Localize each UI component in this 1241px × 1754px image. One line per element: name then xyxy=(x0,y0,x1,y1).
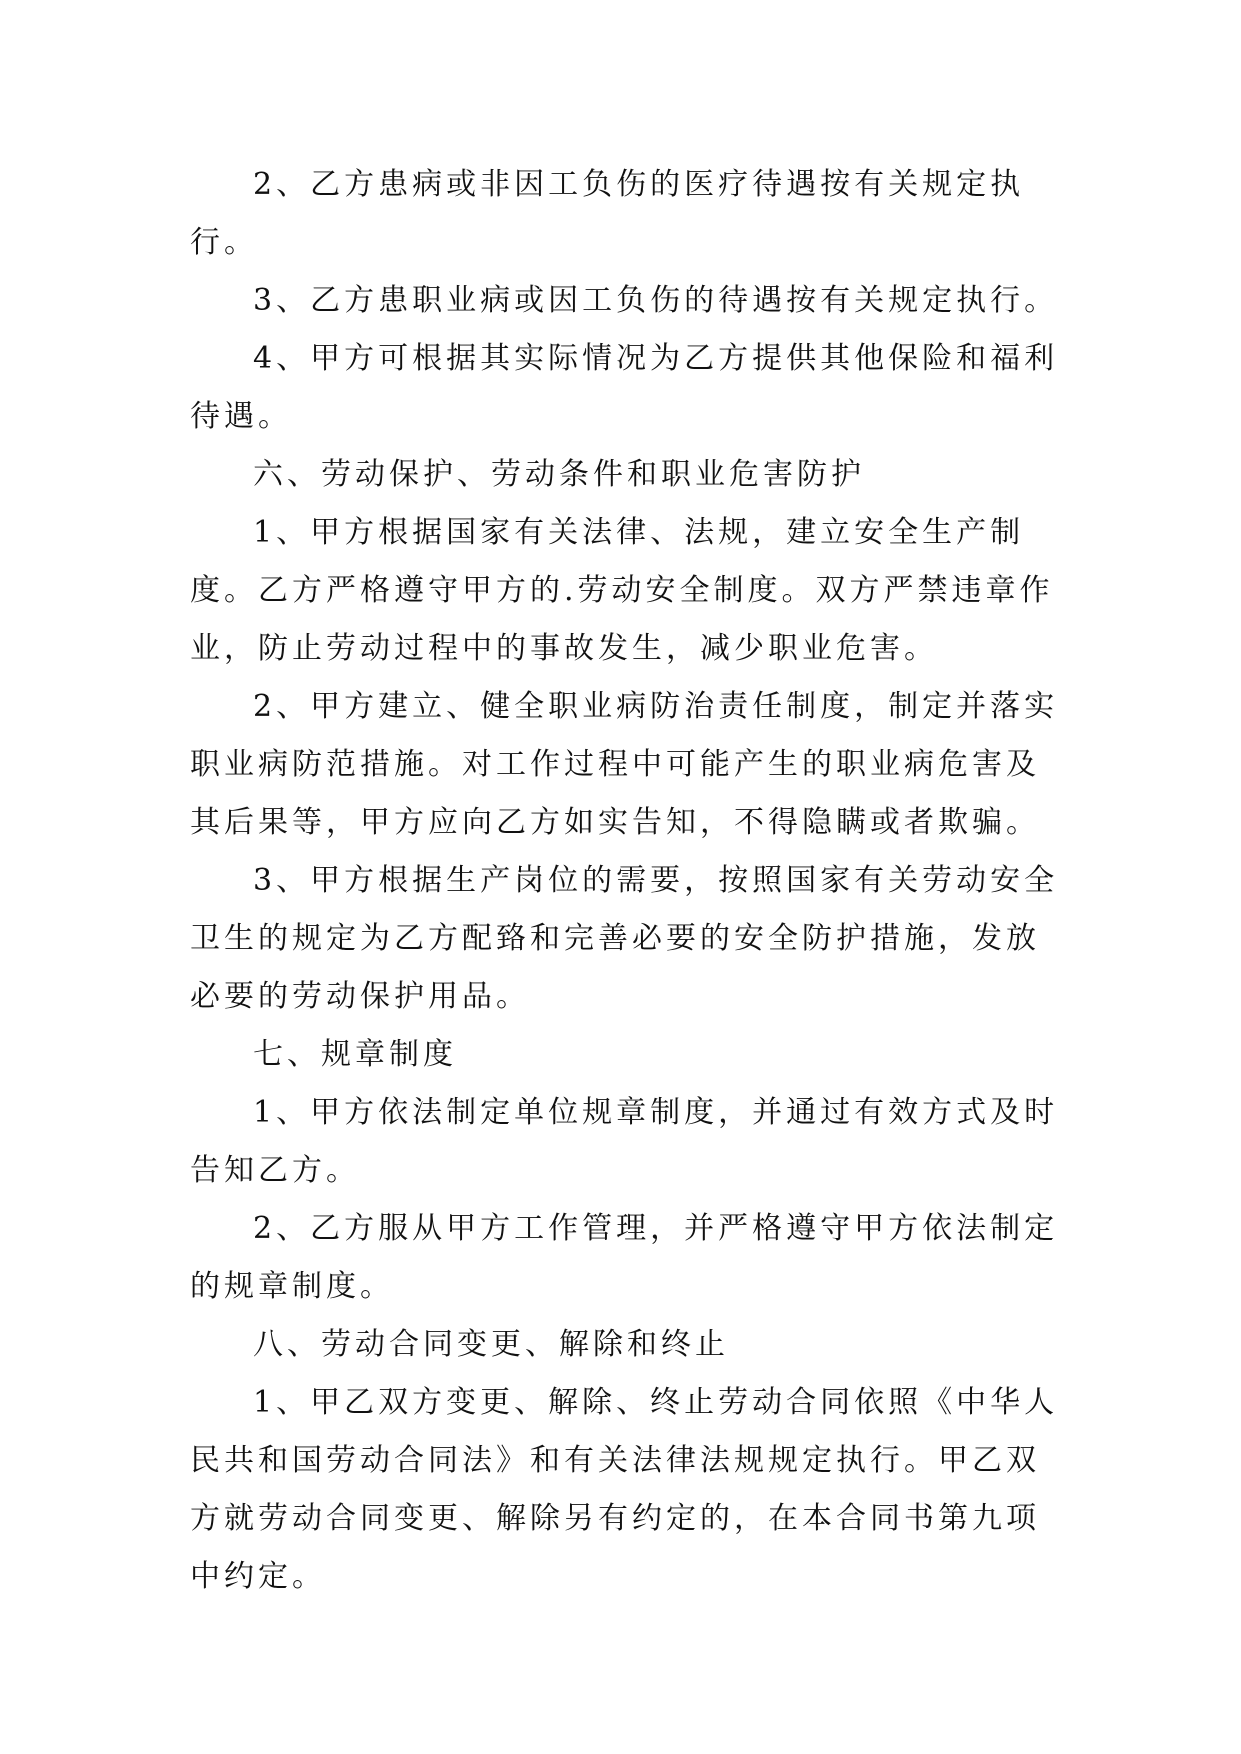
section-heading: 八、劳动合同变更、解除和终止 xyxy=(253,1327,729,1362)
clause-paragraph: 1、甲方依法制定单位规章制度，并通过有效方式及时告知乙方。 xyxy=(190,1095,1059,1188)
clause-paragraph: 1、甲方根据国家有关法律、法规，建立安全生产制度。乙方严格遵守甲方的.劳动安全制度。双方严禁违章作业，防止劳动过程中的事故发生，减少职业危害。 xyxy=(190,515,1054,666)
clause-paragraph: 3、乙方患职业病或因工负伤的待遇按有关规定执行。 xyxy=(253,283,1059,318)
document-body xyxy=(190,156,1070,1606)
clause-paragraph: 2、乙方患病或非因工负伤的医疗待遇按有关规定执行。 xyxy=(190,167,1025,260)
clause-paragraph: 3、甲方根据生产岗位的需要，按照国家有关劳动安全卫生的规定为乙方配臵和完善必要的安全防护措施，发放必要的劳动保护用品。 xyxy=(190,863,1059,1014)
section-heading: 六、劳动保护、劳动条件和职业危害防护 xyxy=(253,457,865,492)
clause-paragraph: 2、乙方服从甲方工作管理，并严格遵守甲方依法制定的规章制度。 xyxy=(190,1211,1059,1304)
section-heading: 七、规章制度 xyxy=(253,1037,457,1072)
clause-paragraph: 4、甲方可根据其实际情况为乙方提供其他保险和福利待遇。 xyxy=(190,341,1059,434)
clause-paragraph: 2、甲方建立、健全职业病防治责任制度，制定并落实职业病防范措施。对工作过程中可能产生的职业病危害及其后果等，甲方应向乙方如实告知，不得隐瞒或者欺骗。 xyxy=(190,689,1059,840)
clause-paragraph: 1、甲乙双方变更、解除、终止劳动合同依照《中华人民共和国劳动合同法》和有关法律法规规定执行。甲乙双方就劳动合同变更、解除另有约定的，在本合同书第九项中约定。 xyxy=(190,1385,1059,1594)
